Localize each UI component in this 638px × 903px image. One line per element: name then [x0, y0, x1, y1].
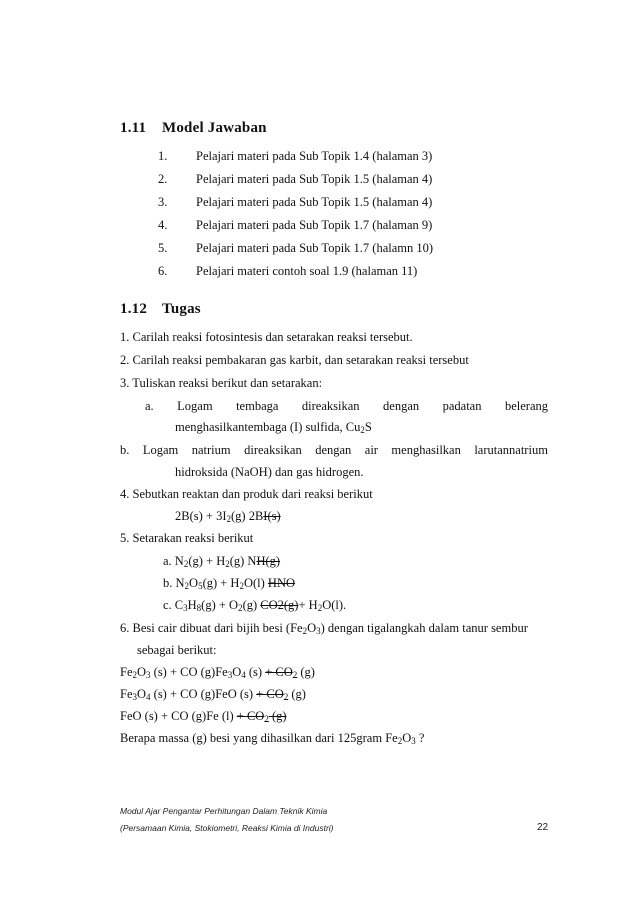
section-heading-1-11: [120, 120, 267, 137]
answer-text: Pelajari materi pada Sub Topik 1.7 (halamn 10): [196, 241, 434, 255]
task-5b-equation: b. $N_2O_5(g) + H_2O(l)$ HNO: [163, 576, 296, 591]
answer-text: Pelajari materi pada Sub Topik 1.5 (halaman 4): [196, 172, 433, 186]
page-number: 22: [537, 822, 549, 833]
section-heading-1-12: [120, 301, 201, 318]
section-title: Model Jawaban: [162, 120, 267, 136]
section-number: 1.11: [120, 120, 147, 136]
answer-text: Pelajari materi pada Sub Topik 1.5 (halaman 4): [196, 195, 433, 209]
task-3b-continuation: hidroksida (NaOH) dan gas hidrogen.: [175, 465, 364, 479]
answer-number: 2.: [158, 172, 168, 186]
task-1: 1. Carilah reaksi fotosintesis dan setarakan reaksi tersebut.: [120, 330, 413, 344]
task-4-equation: $2B(s) + 3I_2(g)$ 2BI(s): [175, 509, 281, 524]
task-6-line1: 6. Besi cair dibuat dari bijih besi $(Fe_2O_3)$ dengan tigalangkah dalam tanur sembur: [120, 621, 528, 636]
task-3a-line: a. Logam tembaga direaksikan dengan padatan belerang: [145, 399, 548, 413]
answer-text: Pelajari materi pada Sub Topik 1.4 (halaman 3): [196, 149, 433, 163]
task-5: 5. Setarakan reaksi berikut: [120, 531, 254, 545]
answer-number: 3.: [158, 195, 168, 209]
task-6-question: Berapa massa (g) besi yang dihasilkan dari 125gram $Fe_2O_3$ ?: [120, 731, 425, 746]
task-3a-continuation: menghasilkantembaga (I) sulfida, $Cu_2S$: [175, 420, 372, 435]
section-number: 1.12: [120, 301, 148, 317]
answer-text: Pelajari materi pada Sub Topik 1.7 (halaman 9): [196, 218, 433, 232]
task-2: 2. Carilah reaksi pembakaran gas karbit, dan setarakan reaksi tersebut: [120, 353, 469, 367]
task-4: 4. Sebutkan reaktan dan produk dari reaksi berikut: [120, 487, 373, 501]
footer-module-subtitle: (Persamaan Kimia, Stokiometri, Reaksi Kimia di Industri): [120, 823, 334, 833]
answer-number: 1.: [158, 149, 168, 163]
answer-number: 4.: [158, 218, 168, 232]
task-3b-line: b. Logam natrium direaksikan dengan air menghasilkan larutannatrium: [120, 443, 548, 457]
task-6-equation-1: $Fe_2O_3$ (s) + CO $(g)Fe_3O_4$ $(s) + CO_2$ (g): [120, 665, 315, 680]
task-5a-equation: a. $N_2(g) + H_2(g)$ NH(g): [163, 554, 281, 569]
footer-module-title: Modul Ajar Pengantar Perhitungan Dalam Teknik Kimia: [120, 806, 328, 816]
answer-number: 6.: [158, 264, 168, 278]
task-6-equation-3: FeO (s) + CO (g)Fe $(l) + CO_2$ (g): [120, 709, 287, 724]
section-title: Tugas: [162, 301, 201, 317]
task-3: 3. Tuliskan reaksi berikut dan setarakan:: [120, 376, 323, 390]
task-5c-equation: c. $C_3H_8(g) + O_2(g)$ $CO2(g)+ H_2O(l)$.: [163, 598, 347, 613]
task-6-line2: sebagai berikut:: [137, 643, 217, 657]
answer-number: 5.: [158, 241, 168, 255]
task-6-equation-2: $Fe_3O_4$ (s) + CO (g)FeO $(s) + CO_2$ (g): [120, 687, 306, 702]
answer-text: Pelajari materi contoh soal 1.9 (halaman 11): [196, 264, 418, 278]
